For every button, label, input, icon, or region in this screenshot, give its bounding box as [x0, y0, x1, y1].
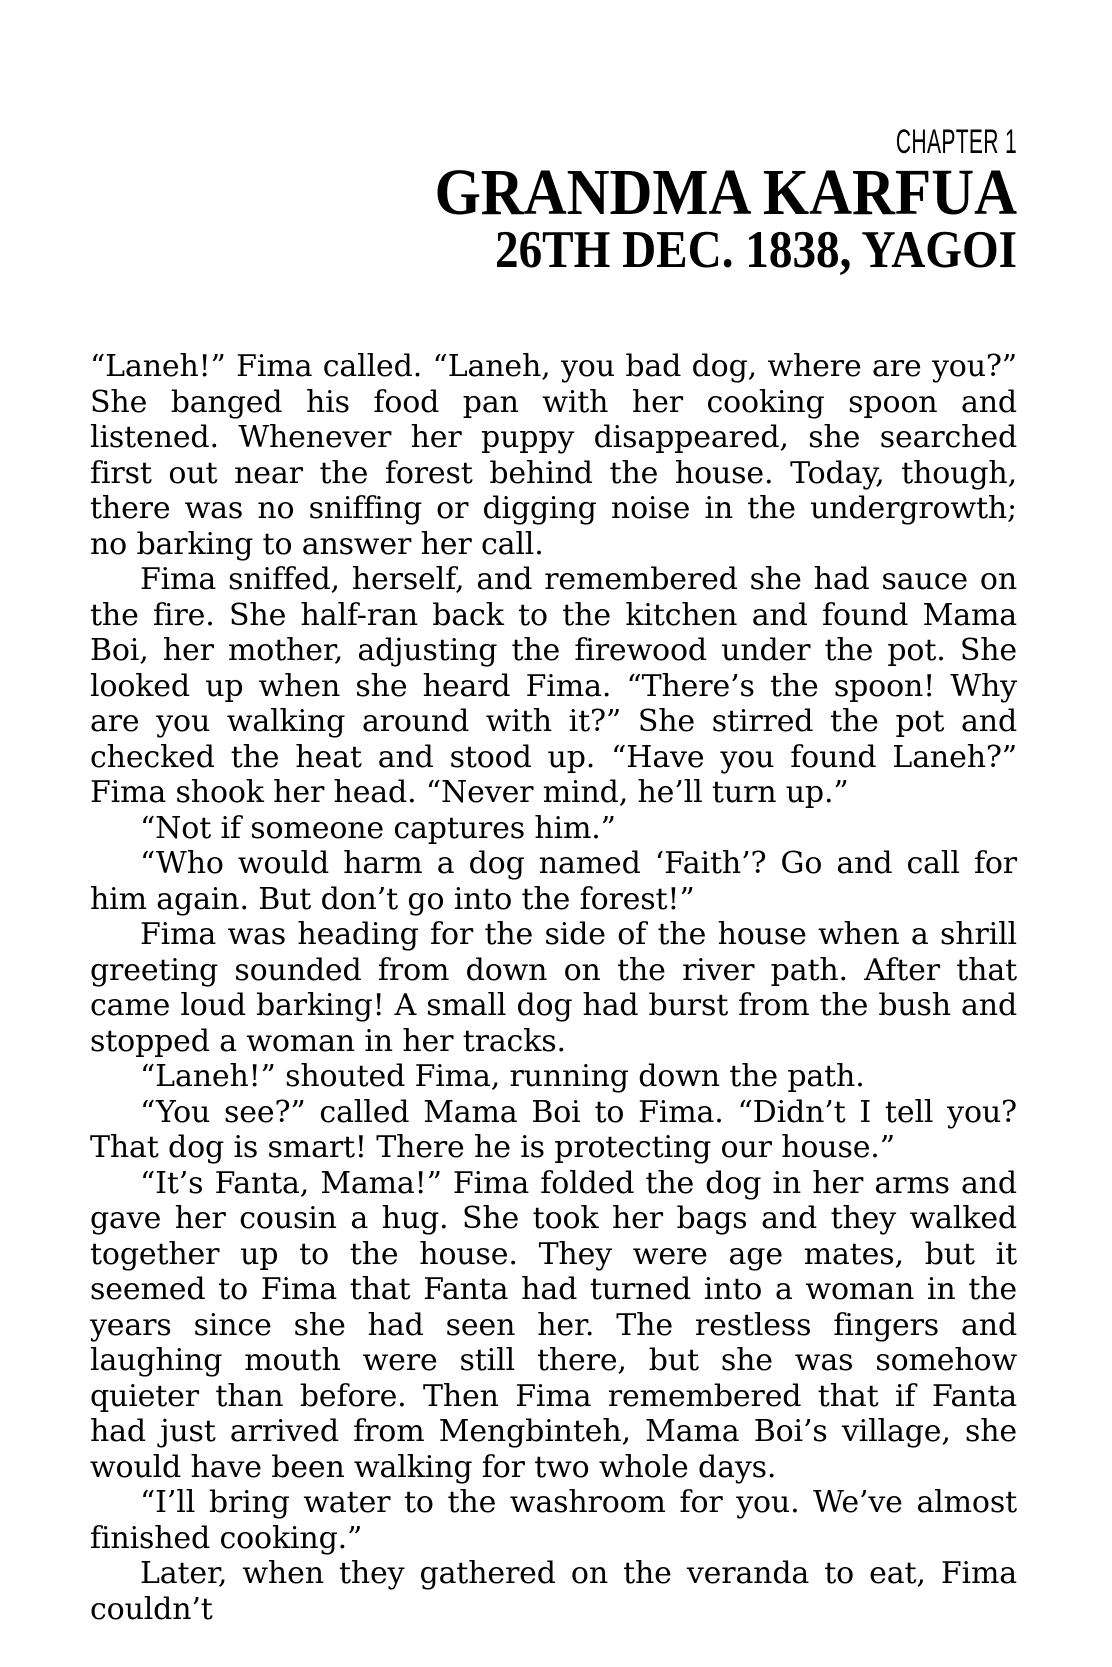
body-text — [0, 349, 1112, 1627]
chapter-title: GRANDMA KARFUA — [434, 156, 1017, 229]
paragraph: Fima was heading for the side of the house when a shrill greeting sounded from down on the river path. After that came loud barking! A small dog had burst from the bush and stopped a woman in her tracks. — [90, 917, 1017, 1059]
paragraph: “I’ll bring water to the washroom for you. We’ve almost finished cooking.” — [90, 1485, 1017, 1556]
paragraph: “It’s Fanta, Mama!” Fima folded the dog in her arms and gave her cousin a hug. She took her bags and they walked together up to the house. They were age mates, but it seemed to Fima that Fanta had turned into a woman in the years since she had seen her. The restless fingers and laughing mouth were still there, but she was somehow quieter than before. Then Fima remembered that if Fanta had just arrived from Mengbinteh, Mama Boi’s village, she would have been walking for two whole days. — [90, 1165, 1017, 1485]
chapter-number-label: CHAPTER 1 — [895, 123, 1017, 161]
chapter-header — [0, 125, 1112, 277]
paragraph: Fima sniffed, herself, and remembered she had sauce on the fire. She half-ran back to the kitchen and found Mama Boi, her mother, adjusting the firewood under the pot. She looked up when she heard Fima. “There’s the spoon! Why are you walking around with it?” She stirred the pot and checked the heat and stood up. “Have you found Laneh?” Fima shook her head. “Never mind, he’ll turn up.” — [90, 562, 1017, 810]
chapter-subtitle: 26TH DEC. 1838, YAGOI — [494, 221, 1018, 279]
paragraph: “Laneh!” shouted Fima, running down the path. — [140, 1059, 865, 1094]
paragraph: “Not if someone captures him.” — [140, 810, 616, 846]
paragraph: Later, when they gathered on the veranda to eat, Fima couldn’t — [90, 1556, 1017, 1627]
paragraph: “Laneh!” Fima called. “Laneh, you bad dog, where are you?” She banged his food pan with her cooking spoon and listened. Whenever her puppy disappeared, she searched first out near the forest behind the house. Today, though, there was no sniffing or digging noise in the undergrowth; no barking to answer her call. — [90, 349, 1017, 562]
paragraph: “Who would harm a dog named ‘Faith’? Go and call for him again. But don’t go into the forest!” — [90, 846, 1017, 917]
paragraph: “You see?” called Mama Boi to Fima. “Didn’t I tell you? That dog is smart! There he is protecting our house.” — [90, 1094, 1017, 1165]
